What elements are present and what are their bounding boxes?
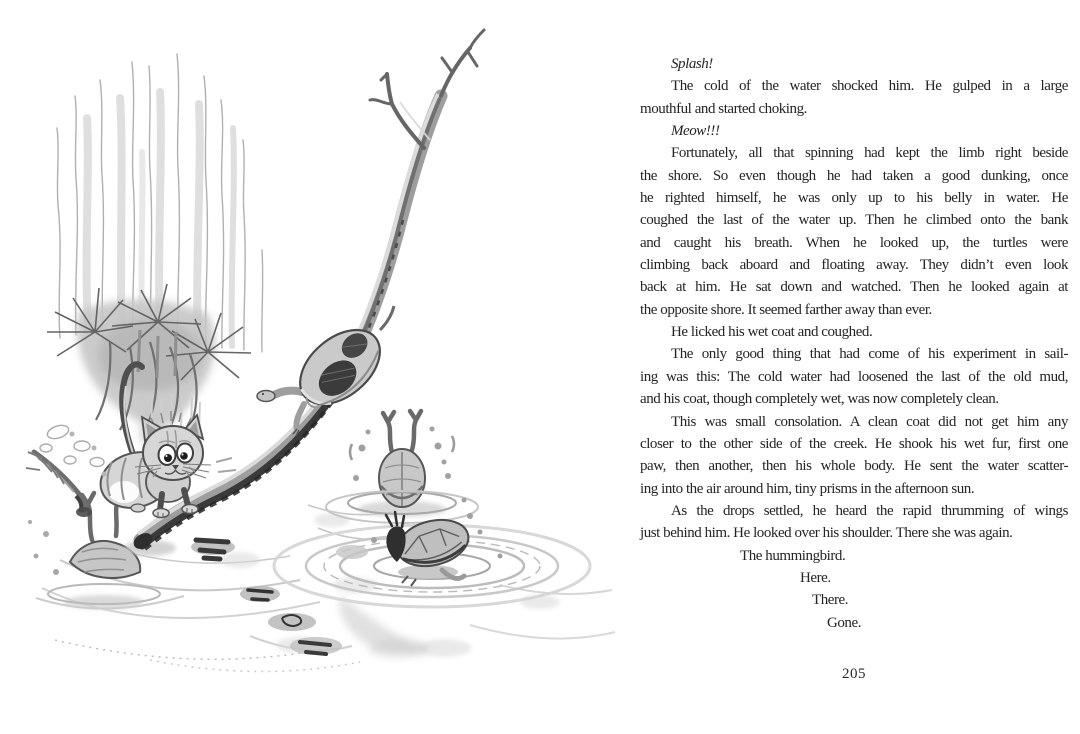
text-line: He licked his wet coat and coughed. [671, 324, 873, 341]
text-line: mouthful and started choking. [640, 100, 807, 117]
text-block [640, 53, 1068, 634]
paragraph [640, 321, 1068, 343]
text-line: ing into the air around him, tiny prisms in the afternoon sun. [640, 480, 975, 497]
paragraph [640, 120, 1068, 142]
text-line: As the drops settled, he heard the rapid thrumming of wings [671, 502, 1068, 519]
text-line: There. [812, 592, 849, 609]
paragraph [640, 75, 1068, 120]
text-line: the shore. So even though he had taken a good dunking, once [640, 167, 1068, 184]
text-line: closer to the other side of the creek. He shook his wet fur, first one [640, 435, 1068, 452]
paragraph [640, 53, 1068, 75]
text-line: Splash! [671, 56, 713, 72]
text-line: The cold of the water shocked him. He gulped in a large [671, 78, 1068, 95]
text-line: This was small consolation. A clean coat did not get him any [671, 413, 1068, 430]
text-line: Meow!!! [671, 123, 720, 140]
text-line: and his coat, though completely wet, was now completely clean. [640, 391, 999, 408]
text-line: back at him. He sat down and watched. Then he looked again at [640, 279, 1068, 296]
paragraph [640, 500, 1068, 545]
text-line: Fortunately, all that spinning had kept the limb right beside [671, 145, 1068, 162]
paragraph [640, 343, 1068, 410]
paragraph [640, 567, 1068, 589]
paragraph [640, 589, 1068, 611]
text-line: ing was this: The cold water had loosened the last of the old mud, [640, 368, 1068, 385]
paragraph [640, 411, 1068, 500]
driftwood-splash [26, 423, 107, 517]
text-line: The hummingbird. [740, 547, 846, 564]
text-line: just behind him. He looked over his shoulder. There she was again. [640, 525, 1013, 542]
text-line: Gone. [827, 614, 861, 631]
text-line: and caught his breath. When he looked up, the turtles were [640, 234, 1068, 251]
paragraph [640, 142, 1068, 321]
diving-turtle [326, 411, 478, 523]
paragraph [640, 545, 1068, 567]
text-line: The only good thing that had come of his experiment in sail- [671, 346, 1068, 363]
text-line: climbing back aboard and floating away. They didn’t even look [640, 257, 1068, 274]
text-line: coughed the last of the water up. Then he climbed onto the bank [640, 212, 1068, 229]
paragraph [640, 612, 1068, 634]
text-line: he righted himself, he was only up to his belly in water. He [640, 190, 1068, 207]
text-line: the opposite shore. It seemed farther away than ever. [640, 301, 932, 318]
text-line: paw, then another, then his whole body. He sent the water scatter- [640, 458, 1068, 475]
page-number: 205 [842, 666, 866, 682]
text-line: Here. [800, 569, 831, 586]
